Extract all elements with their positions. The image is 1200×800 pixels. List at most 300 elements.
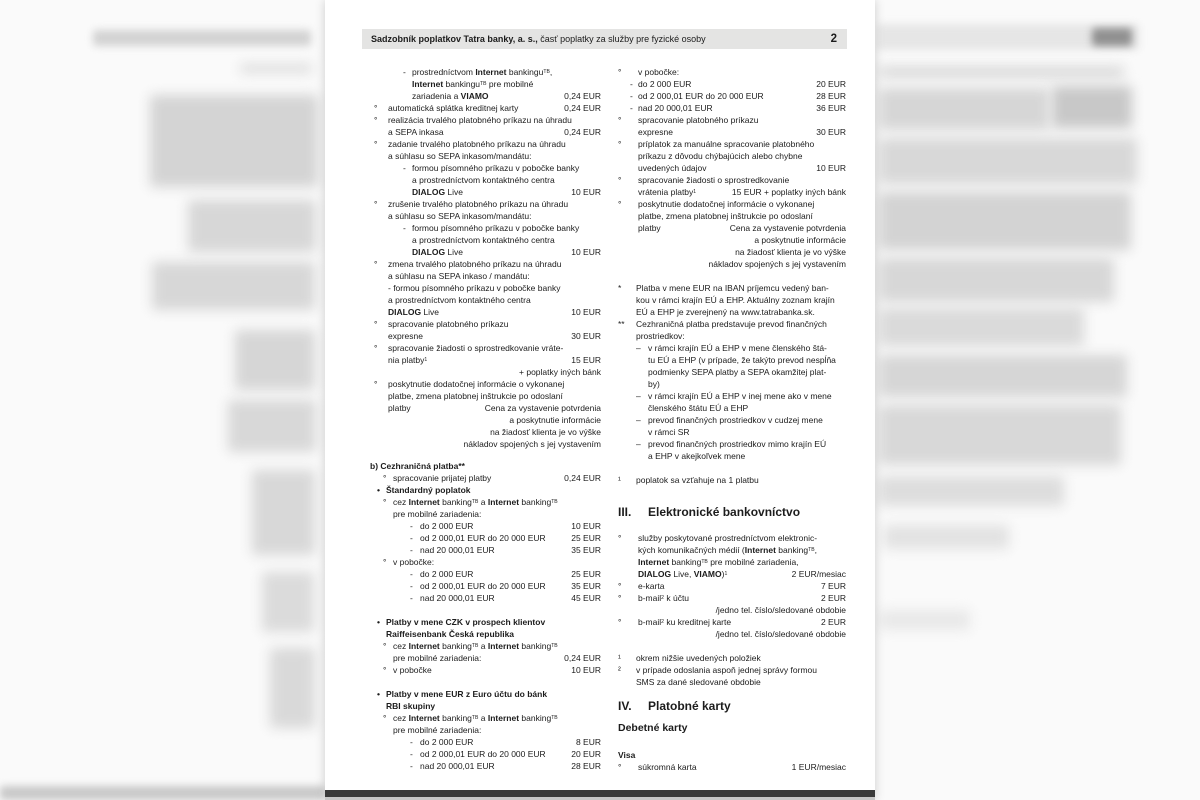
price-value: 15 EUR + poplatky iných bánk xyxy=(731,187,846,197)
text-segment: TB xyxy=(551,498,558,505)
text-segment: 2 xyxy=(661,594,664,601)
price-value: 2 EUR xyxy=(820,593,846,603)
doc-line xyxy=(370,222,601,234)
doc-line xyxy=(370,484,601,496)
text-segment: banking xyxy=(519,497,552,507)
line-text: formou písomného príkazu v pobočke banky xyxy=(412,163,580,173)
line-text: okrem nižšie uvedených položiek xyxy=(636,653,761,663)
list-marker: * xyxy=(618,283,622,293)
list-marker: - xyxy=(403,67,406,77)
blurred-content xyxy=(188,200,316,252)
right-text-column xyxy=(618,66,846,773)
spacer xyxy=(618,486,846,504)
line-text: od 2 000,01 EUR do 20 000 EUR xyxy=(420,533,546,543)
list-marker: ° xyxy=(618,175,622,185)
list-marker: - xyxy=(630,79,633,89)
list-marker: – xyxy=(636,415,641,425)
list-marker: ° xyxy=(618,67,622,77)
doc-line xyxy=(370,664,601,676)
blurred-content xyxy=(880,610,970,630)
line-text: spracovanie žiadosti o sprostredkovanie vráte- xyxy=(388,343,564,353)
line-text: a poskytnutie informácie xyxy=(509,415,601,425)
spacer xyxy=(618,688,846,698)
list-marker: ° xyxy=(618,139,622,149)
doc-line xyxy=(618,78,846,90)
text-segment: prostredníctvom xyxy=(412,67,476,77)
doc-line xyxy=(370,568,601,580)
line-text: zrušenie trvalého platobného príkazu na úhradu xyxy=(388,199,569,209)
list-marker: - xyxy=(410,581,413,591)
line-text: platby xyxy=(638,223,661,233)
doc-line xyxy=(618,366,846,378)
text-segment: zariadenia a xyxy=(412,91,461,101)
text-segment: Live xyxy=(445,187,464,197)
doc-line xyxy=(618,282,846,294)
text-segment: Internet xyxy=(475,67,507,77)
text-segment: DIALOG xyxy=(412,187,446,197)
line-text: spracovanie platobného príkazu xyxy=(638,115,759,125)
list-marker: - xyxy=(410,737,413,747)
doc-line xyxy=(370,330,601,342)
line-text: a SEPA inkasa xyxy=(388,127,444,137)
doc-line xyxy=(370,198,601,210)
text-segment: TB xyxy=(701,558,708,565)
line-text: poskytnutie dodatočnej informácie o vykonanej xyxy=(388,379,565,389)
text-segment: banking xyxy=(775,545,809,555)
line-text: Platby v mene EUR z Euro účtu do bánk xyxy=(386,689,548,699)
line-text: pre mobilné zariadenia: xyxy=(393,725,482,735)
text-segment: , xyxy=(814,545,817,555)
doc-line xyxy=(618,390,846,402)
doc-line xyxy=(370,102,601,114)
line-text: Platba v mene EUR na IBAN príjemcu vedený ban- xyxy=(636,283,829,293)
doc-line xyxy=(370,234,601,246)
doc-line xyxy=(618,294,846,306)
line-text: e-karta xyxy=(638,581,665,591)
doc-line xyxy=(370,496,601,508)
line-text xyxy=(638,592,689,606)
line-text: od 2 000,01 EUR do 20 000 EUR xyxy=(420,749,546,759)
line-text: pre mobilné zariadenia: xyxy=(393,653,482,663)
list-marker: - xyxy=(630,103,633,113)
doc-line xyxy=(618,258,846,270)
list-marker: ° xyxy=(374,343,378,353)
doc-line xyxy=(370,520,601,532)
text-segment: VIAMO xyxy=(693,569,722,579)
line-text: členského štátu EÚ a EHP xyxy=(648,403,749,413)
list-marker: ° xyxy=(374,259,378,269)
blurred-content xyxy=(93,30,311,46)
list-marker: • xyxy=(377,617,380,627)
blurred-content xyxy=(235,330,315,390)
line-text: prevod finančných prostriedkov mimo krajín EÚ xyxy=(648,439,827,449)
text-segment: a xyxy=(478,497,488,507)
line-text: v pobočke xyxy=(393,665,432,675)
line-text: Štandardný poplatok xyxy=(386,485,471,495)
price-value: 7 EUR xyxy=(820,581,846,591)
line-text xyxy=(388,354,427,368)
doc-line xyxy=(370,246,601,258)
list-marker: ** xyxy=(618,319,625,329)
list-marker: • xyxy=(377,689,380,699)
price-value: 45 EUR xyxy=(571,593,601,603)
text-segment: b-mail xyxy=(638,593,662,603)
blurred-content xyxy=(270,648,315,728)
doc-line xyxy=(370,294,601,306)
price-value: 0,24 EUR xyxy=(564,91,601,101)
list-marker: • xyxy=(377,485,380,495)
doc-line xyxy=(618,66,846,78)
doc-line xyxy=(370,126,601,138)
list-marker: – xyxy=(636,439,641,449)
line-text: nákladov spojených s jej vystavením xyxy=(708,259,846,269)
line-text: tu EÚ a EHP (v prípade, že takýto prevod nespĺňa xyxy=(648,355,836,365)
list-marker: - xyxy=(410,545,413,555)
line-text: RBI skupiny xyxy=(386,701,436,711)
doc-line xyxy=(618,761,846,773)
header-title-regular: časť poplatky za služby pre fyzické osoby xyxy=(537,34,706,44)
line-text xyxy=(412,246,463,258)
list-marker: ° xyxy=(618,762,622,772)
line-text: príkazu z dôvodu chýbajúcich alebo chybne xyxy=(638,151,803,161)
price-value: 0,24 EUR xyxy=(564,127,601,137)
doc-line xyxy=(370,282,601,294)
doc-line xyxy=(370,712,601,724)
text-segment: Live xyxy=(445,247,464,257)
text-segment: Internet xyxy=(412,79,444,89)
doc-line xyxy=(370,390,601,402)
text-segment: 1 xyxy=(724,570,728,577)
section-heading xyxy=(618,504,846,522)
price-value: 2 EUR xyxy=(820,617,846,627)
list-marker: – xyxy=(636,343,641,353)
line-text: a súhlasu na SEPA inkaso / mandátu: xyxy=(388,271,530,281)
line-text: /jedno tel. číslo/sledované obdobie xyxy=(715,629,846,639)
doc-line xyxy=(370,210,601,222)
price-value: 10 EUR xyxy=(571,307,601,317)
blurred-content xyxy=(884,525,1009,549)
text-segment: kých komunikačných médií ( xyxy=(638,545,745,555)
line-text: príplatok za manuálne spracovanie platobného xyxy=(638,139,815,149)
line-text: nad 20 000,01 EUR xyxy=(638,103,713,113)
price-value: Cena za vystavenie potvrdenia xyxy=(484,403,601,413)
line-text: a EHP v akejkoľvek mene xyxy=(648,451,746,461)
line-text: + poplatky iných bánk xyxy=(519,367,601,377)
text-segment: VIAMO xyxy=(460,91,489,101)
text-segment: Internet xyxy=(408,497,440,507)
text-segment: Internet xyxy=(408,641,440,651)
spacer xyxy=(618,640,846,652)
line-text xyxy=(388,306,439,318)
list-marker: IV. xyxy=(618,699,632,713)
line-text: automatická splátka kreditnej karty xyxy=(388,103,519,113)
doc-line xyxy=(618,90,846,102)
line-text: pre mobilné zariadenia: xyxy=(393,509,482,519)
list-marker: ° xyxy=(618,617,622,627)
list-marker: – xyxy=(636,391,641,401)
price-value: 2 EUR/mesiac xyxy=(791,569,846,579)
text-segment: ku kreditnej karte xyxy=(664,617,732,627)
doc-line xyxy=(370,270,601,282)
line-text: by) xyxy=(648,379,660,389)
line-text: služby poskytované prostredníctvom elektronic- xyxy=(638,533,818,543)
line-text: SMS za dané sledované obdobie xyxy=(636,677,761,687)
line-text: EÚ a EHP je zverejnený na www.tatrabanka.sk. xyxy=(636,307,815,317)
price-value: 10 EUR xyxy=(816,163,846,173)
blurred-content xyxy=(0,786,325,800)
line-text: spracovanie žiadosti o sprostredkovanie xyxy=(638,175,790,185)
text-segment: banking xyxy=(439,713,472,723)
line-text: v rámci krajín EÚ a EHP v inej mene ako v mene xyxy=(648,391,832,401)
doc-line xyxy=(618,616,846,628)
text-segment: Internet xyxy=(487,713,520,723)
blurred-content xyxy=(879,355,1127,397)
text-segment: bankingu xyxy=(506,67,544,77)
line-text: a prostredníctvom kontaktného centra xyxy=(412,175,555,185)
doc-line xyxy=(618,450,846,462)
line-text: a poskytnutie informácie xyxy=(754,235,846,245)
list-marker: ° xyxy=(618,593,622,603)
list-marker: ° xyxy=(374,139,378,149)
line-text: platbe, zmena platobnej inštrukcie po odoslaní xyxy=(388,391,563,401)
doc-line xyxy=(370,414,601,426)
list-marker: ° xyxy=(618,533,622,543)
doc-line xyxy=(370,616,601,628)
doc-line xyxy=(370,544,601,556)
doc-line xyxy=(370,306,601,318)
line-text: nad 20 000,01 EUR xyxy=(420,545,495,555)
line-text: nákladov spojených s jej vystavením xyxy=(463,439,601,449)
list-marker: ° xyxy=(374,379,378,389)
list-marker: - xyxy=(630,91,633,101)
list-marker: - xyxy=(410,761,413,771)
price-value: 10 EUR xyxy=(571,665,601,675)
doc-line xyxy=(370,258,601,270)
doc-line xyxy=(370,186,601,198)
text-segment: Internet xyxy=(487,641,520,651)
line-text: realizácia trvalého platobného príkazu na úhradu xyxy=(388,115,572,125)
doc-line xyxy=(370,114,601,126)
list-marker: - xyxy=(410,521,413,531)
doc-line xyxy=(618,414,846,426)
doc-line xyxy=(618,592,846,604)
text-segment: Live, xyxy=(671,569,694,579)
line-text: v pobočke: xyxy=(393,557,435,567)
page-number: 2 xyxy=(830,33,837,45)
blurred-content xyxy=(879,258,1114,302)
blurred-content xyxy=(152,262,315,310)
blurred-content xyxy=(150,95,318,187)
doc-line xyxy=(370,688,601,700)
list-marker: ° xyxy=(383,473,387,483)
line-text: uvedených údajov xyxy=(638,163,707,173)
doc-line xyxy=(370,174,601,186)
price-value: 0,24 EUR xyxy=(564,653,601,663)
text-segment: DIALOG xyxy=(412,247,446,257)
doc-line xyxy=(618,532,846,544)
text-segment: TB xyxy=(471,498,479,505)
list-marker: - xyxy=(410,533,413,543)
text-segment: DIALOG xyxy=(638,569,672,579)
doc-line xyxy=(618,174,846,186)
line-text xyxy=(412,186,463,198)
line-text: v pobočke: xyxy=(638,67,680,77)
text-segment: banking xyxy=(439,497,472,507)
text-segment: TB xyxy=(471,642,479,649)
text-segment: TB xyxy=(480,80,487,87)
price-value: 0,24 EUR xyxy=(564,473,601,483)
list-marker: - xyxy=(403,223,406,233)
line-text: na žiadosť klienta je vo výške xyxy=(735,247,846,257)
doc-line xyxy=(618,150,846,162)
list-marker: ° xyxy=(618,199,622,209)
doc-line xyxy=(370,592,601,604)
doc-line xyxy=(370,354,601,366)
doc-line xyxy=(618,402,846,414)
line-text: do 2 000 EUR xyxy=(638,79,692,89)
text-segment: Internet xyxy=(408,713,440,723)
list-marker: ° xyxy=(374,115,378,125)
doc-line xyxy=(618,749,846,761)
blurred-content xyxy=(262,572,314,632)
price-value: 30 EUR xyxy=(571,331,601,341)
doc-line xyxy=(618,354,846,366)
text-segment: banking xyxy=(519,713,552,723)
text-segment: pre mobilné xyxy=(486,79,534,89)
doc-line xyxy=(618,676,846,688)
line-text: - formou písomného príkazu v pobočke banky xyxy=(388,283,561,293)
doc-line xyxy=(370,760,601,772)
page-header xyxy=(362,29,847,49)
list-marker: ° xyxy=(383,497,387,507)
line-text: prevod finančných prostriedkov v cudzej mene xyxy=(648,415,823,425)
list-marker: ° xyxy=(383,557,387,567)
header-title-bold: Sadzobník poplatkov Tatra banky, a. s., xyxy=(371,34,538,44)
doc-line xyxy=(618,544,846,556)
doc-line xyxy=(618,234,846,246)
doc-line xyxy=(370,162,601,174)
line-text: v rámci krajín EÚ a EHP v mene členského štá- xyxy=(648,343,827,353)
list-marker: ° xyxy=(618,581,622,591)
line-text: v prípade odoslania aspoň jednej správy formou xyxy=(636,665,817,675)
blurred-content xyxy=(228,400,316,452)
doc-line xyxy=(370,150,601,162)
blurred-content xyxy=(879,138,1137,184)
doc-line xyxy=(618,378,846,390)
text-segment: TB xyxy=(551,714,558,721)
line-text: súkromná karta xyxy=(638,762,697,772)
list-marker: ° xyxy=(374,103,378,113)
blurred-content xyxy=(879,192,1131,250)
text-segment: DIALOG xyxy=(388,307,422,317)
line-text: Raiffeisenbank Česká republika xyxy=(386,629,515,639)
price-value: 35 EUR xyxy=(571,545,601,555)
doc-line xyxy=(370,138,601,150)
text-segment: vrátenia platby xyxy=(638,187,694,197)
text-segment: TB xyxy=(551,642,558,649)
line-text: poskytnutie dodatočnej informácie o vykonanej xyxy=(638,199,815,209)
text-segment: banking xyxy=(519,641,552,651)
list-marker: - xyxy=(403,163,406,173)
text-segment: TB xyxy=(808,546,815,553)
doc-line xyxy=(370,700,601,712)
list-marker: ° xyxy=(383,641,387,651)
list-marker: - xyxy=(410,593,413,603)
text-segment: a xyxy=(478,641,488,651)
list-marker: III. xyxy=(618,505,632,519)
text-segment: Internet xyxy=(638,557,670,567)
doc-line xyxy=(618,126,846,138)
text-segment: nia platby xyxy=(388,355,425,365)
line-text: od 2 000,01 EUR do 20 000 EUR xyxy=(420,581,546,591)
page-bottom-edge xyxy=(325,790,875,797)
line-text: Platby v mene CZK v prospech klientov xyxy=(386,617,546,627)
text-segment: Internet xyxy=(744,545,776,555)
text-segment: Live xyxy=(421,307,440,317)
price-value: 10 EUR xyxy=(571,521,601,531)
line-text: expresne xyxy=(638,127,673,137)
doc-line xyxy=(618,318,846,330)
doc-line xyxy=(370,460,601,472)
blurred-content xyxy=(252,470,315,555)
text-segment: , xyxy=(549,67,553,77)
text-segment: b-mail xyxy=(638,617,662,627)
line-text: Elektronické bankovníctvo xyxy=(648,505,801,519)
line-text: formou písomného príkazu v pobočke banky xyxy=(412,223,580,233)
price-value: 8 EUR xyxy=(575,737,601,747)
text-segment: banking xyxy=(439,641,472,651)
blurred-content xyxy=(1092,28,1132,46)
blurred-content xyxy=(1052,86,1132,128)
line-text: poplatok sa vzťahuje na 1 platbu xyxy=(636,475,759,485)
doc-line xyxy=(618,246,846,258)
line-text: do 2 000 EUR xyxy=(420,737,474,747)
doc-line xyxy=(618,186,846,198)
spacer xyxy=(618,462,846,474)
section-heading xyxy=(618,722,846,735)
price-value: 28 EUR xyxy=(816,91,846,101)
list-marker: ¹ xyxy=(618,475,621,485)
line-text: platbe, zmena platobnej inštrukcie po odoslaní xyxy=(638,211,813,221)
text-segment: 1 xyxy=(693,188,697,195)
doc-line xyxy=(370,532,601,544)
line-text: kou v rámci krajín EÚ a EHP. Aktuálny zoznam krajín xyxy=(636,295,835,305)
list-marker: ² xyxy=(618,665,621,675)
price-value: 20 EUR xyxy=(571,749,601,759)
doc-line xyxy=(370,556,601,568)
line-text: zmena trvalého platobného príkazu na úhradu xyxy=(388,259,562,269)
doc-line xyxy=(370,66,601,78)
text-segment: pre mobilné zariadenia, xyxy=(707,557,799,567)
doc-line xyxy=(370,90,601,102)
spacer xyxy=(618,270,846,282)
line-text xyxy=(412,90,489,102)
line-text: od 2 000,01 EUR do 20 000 EUR xyxy=(638,91,764,101)
line-text: a súhlasu so SEPA inkasom/mandátu: xyxy=(388,151,532,161)
line-text: Debetné karty xyxy=(618,722,688,734)
blurred-content xyxy=(879,476,1064,506)
line-text: prostriedkov: xyxy=(636,331,685,341)
list-marker: ¹ xyxy=(618,653,621,663)
doc-line xyxy=(370,402,601,414)
list-marker: ° xyxy=(374,319,378,329)
doc-line xyxy=(370,628,601,640)
blurred-content xyxy=(879,66,1124,78)
doc-line xyxy=(618,342,846,354)
line-text: expresne xyxy=(388,331,423,341)
doc-line xyxy=(618,580,846,592)
list-marker: - xyxy=(410,569,413,579)
